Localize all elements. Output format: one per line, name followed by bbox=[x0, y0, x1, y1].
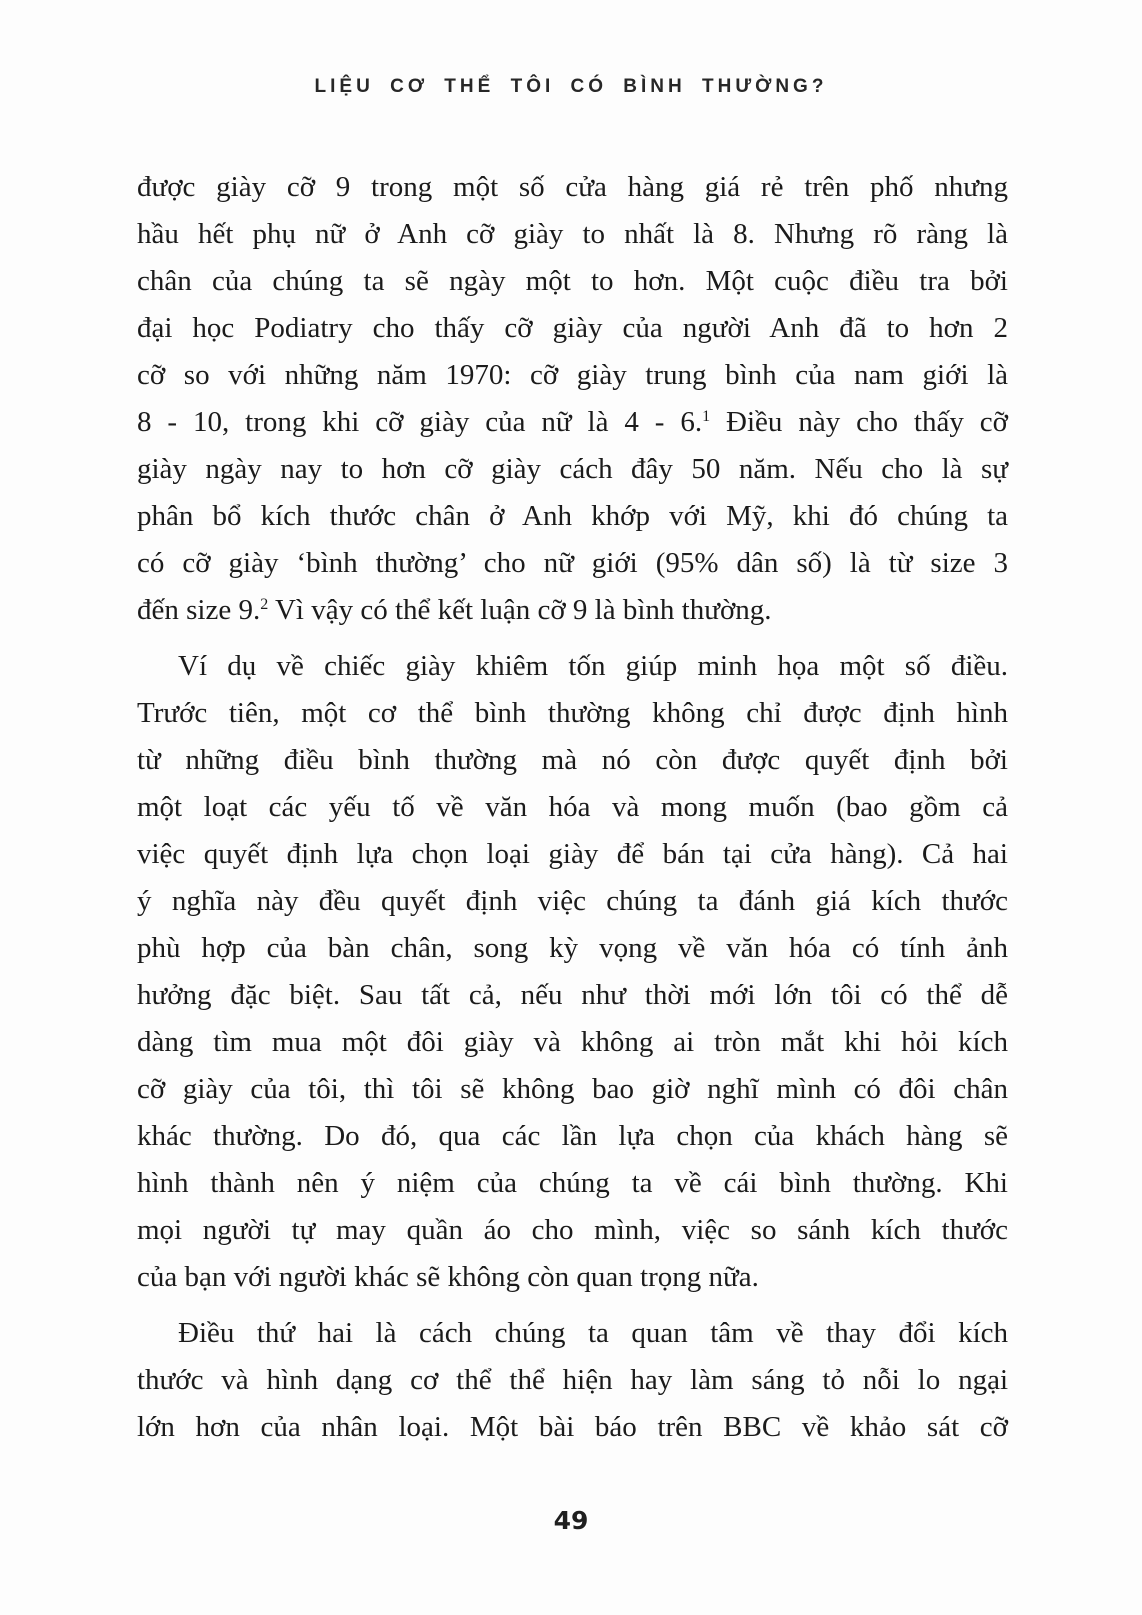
text-segment: phân bổ kích thước chân ở Anh khớp với Mỹ, khi đó chúng ta bbox=[137, 500, 1008, 532]
text-segment: hình thành nên ý niệm của chúng ta về cái bình thường. Khi bbox=[137, 1167, 1008, 1199]
text-line bbox=[137, 1207, 1008, 1254]
text-segment: cỡ giày của tôi, thì tôi sẽ không bao giờ nghĩ mình có đôi chân bbox=[137, 1073, 1008, 1105]
text-segment: cỡ so với những năm 1970: cỡ giày trung bình của nam giới là bbox=[137, 359, 1008, 391]
text-line bbox=[137, 1113, 1008, 1160]
text-segment: đến size 9. bbox=[137, 594, 261, 626]
text-line bbox=[137, 737, 1008, 784]
text-segment: mọi người tự may quần áo cho mình, việc so sánh kích thước bbox=[137, 1214, 1008, 1246]
text-line bbox=[137, 1404, 1008, 1451]
paragraph bbox=[137, 1310, 1008, 1451]
text-segment: thước và hình dạng cơ thể thể hiện hay làm sáng tỏ nỗi lo ngại bbox=[137, 1364, 1008, 1396]
text-block bbox=[137, 164, 1008, 1451]
text-segment: Ví dụ về chiếc giày khiêm tốn giúp minh họa một số điều. bbox=[178, 650, 1008, 682]
text-segment: dàng tìm mua một đôi giày và không ai tròn mắt khi hỏi kích bbox=[137, 1026, 1008, 1058]
text-segment: ý nghĩa này đều quyết định việc chúng ta đánh giá kích thước bbox=[137, 885, 1008, 917]
text-segment: của bạn với người khác sẽ không còn quan trọng nữa. bbox=[137, 1261, 759, 1293]
page-number: 49 bbox=[553, 1506, 589, 1535]
text-segment: có cỡ giày ‘bình thường’ cho nữ giới (95% dân số) là từ size 3 bbox=[137, 547, 1008, 579]
text-segment: một loạt các yếu tố về văn hóa và mong muốn (bao gồm cả bbox=[137, 791, 1008, 823]
text-line bbox=[137, 925, 1008, 972]
text-line bbox=[137, 258, 1008, 305]
text-segment: hầu hết phụ nữ ở Anh cỡ giày to nhất là 8. Nhưng rõ ràng là bbox=[137, 218, 1008, 250]
text-segment: chân của chúng ta sẽ ngày một to hơn. Một cuộc điều tra bởi bbox=[137, 265, 1008, 297]
text-line bbox=[137, 493, 1008, 540]
text-line bbox=[137, 784, 1008, 831]
text-segment: Điều thứ hai là cách chúng ta quan tâm về thay đổi kích bbox=[178, 1317, 1008, 1349]
text-line bbox=[137, 972, 1008, 1019]
text-line bbox=[137, 643, 1008, 690]
text-segment: việc quyết định lựa chọn loại giày để bán tại cửa hàng). Cả hai bbox=[137, 838, 1008, 870]
text-line bbox=[137, 446, 1008, 493]
text-segment: lớn hơn của nhân loại. Một bài báo trên BBC về khảo sát cỡ bbox=[137, 1411, 1008, 1443]
text-line bbox=[137, 1310, 1008, 1357]
text-line bbox=[137, 1357, 1008, 1404]
text-segment: giày ngày nay to hơn cỡ giày cách đây 50 năm. Nếu cho là sự bbox=[137, 453, 1008, 485]
paragraph bbox=[137, 164, 1008, 634]
text-segment: Trước tiên, một cơ thể bình thường không chỉ được định hình bbox=[137, 697, 1008, 729]
text-line bbox=[137, 399, 1008, 446]
text-line bbox=[137, 211, 1008, 258]
paragraph bbox=[137, 643, 1008, 1301]
text-line bbox=[137, 352, 1008, 399]
text-segment: được giày cỡ 9 trong một số cửa hàng giá rẻ trên phố nhưng bbox=[137, 171, 1008, 203]
text-line bbox=[137, 1254, 1008, 1301]
text-segment: phù hợp của bàn chân, song kỳ vọng về văn hóa có tính ảnh bbox=[137, 932, 1008, 964]
text-line bbox=[137, 305, 1008, 352]
text-line bbox=[137, 831, 1008, 878]
text-segment: từ những điều bình thường mà nó còn được quyết định bởi bbox=[137, 744, 1008, 776]
text-line bbox=[137, 540, 1008, 587]
text-line bbox=[137, 878, 1008, 925]
text-segment: Vì vậy có thể kết luận cỡ 9 là bình thường. bbox=[268, 594, 772, 626]
text-segment: hưởng đặc biệt. Sau tất cả, nếu như thời mới lớn tôi có thể dễ bbox=[137, 979, 1008, 1011]
text-segment: Điều này cho thấy cỡ bbox=[710, 406, 1008, 438]
text-segment: 8 - 10, trong khi cỡ giày của nữ là 4 - 6. bbox=[137, 406, 703, 438]
text-line bbox=[137, 1160, 1008, 1207]
text-line bbox=[137, 1019, 1008, 1066]
running-header: LIỆU CƠ THỂ TÔI CÓ BÌNH THƯỜNG? bbox=[314, 76, 828, 97]
text-line bbox=[137, 1066, 1008, 1113]
text-segment: đại học Podiatry cho thấy cỡ giày của người Anh đã to hơn 2 bbox=[137, 312, 1008, 344]
text-line bbox=[137, 164, 1008, 211]
text-line bbox=[137, 690, 1008, 737]
text-line bbox=[137, 587, 1008, 634]
footnote-reference: 1 bbox=[702, 408, 711, 425]
footnote-reference: 2 bbox=[260, 596, 269, 613]
text-segment: khác thường. Do đó, qua các lần lựa chọn của khách hàng sẽ bbox=[137, 1120, 1008, 1152]
